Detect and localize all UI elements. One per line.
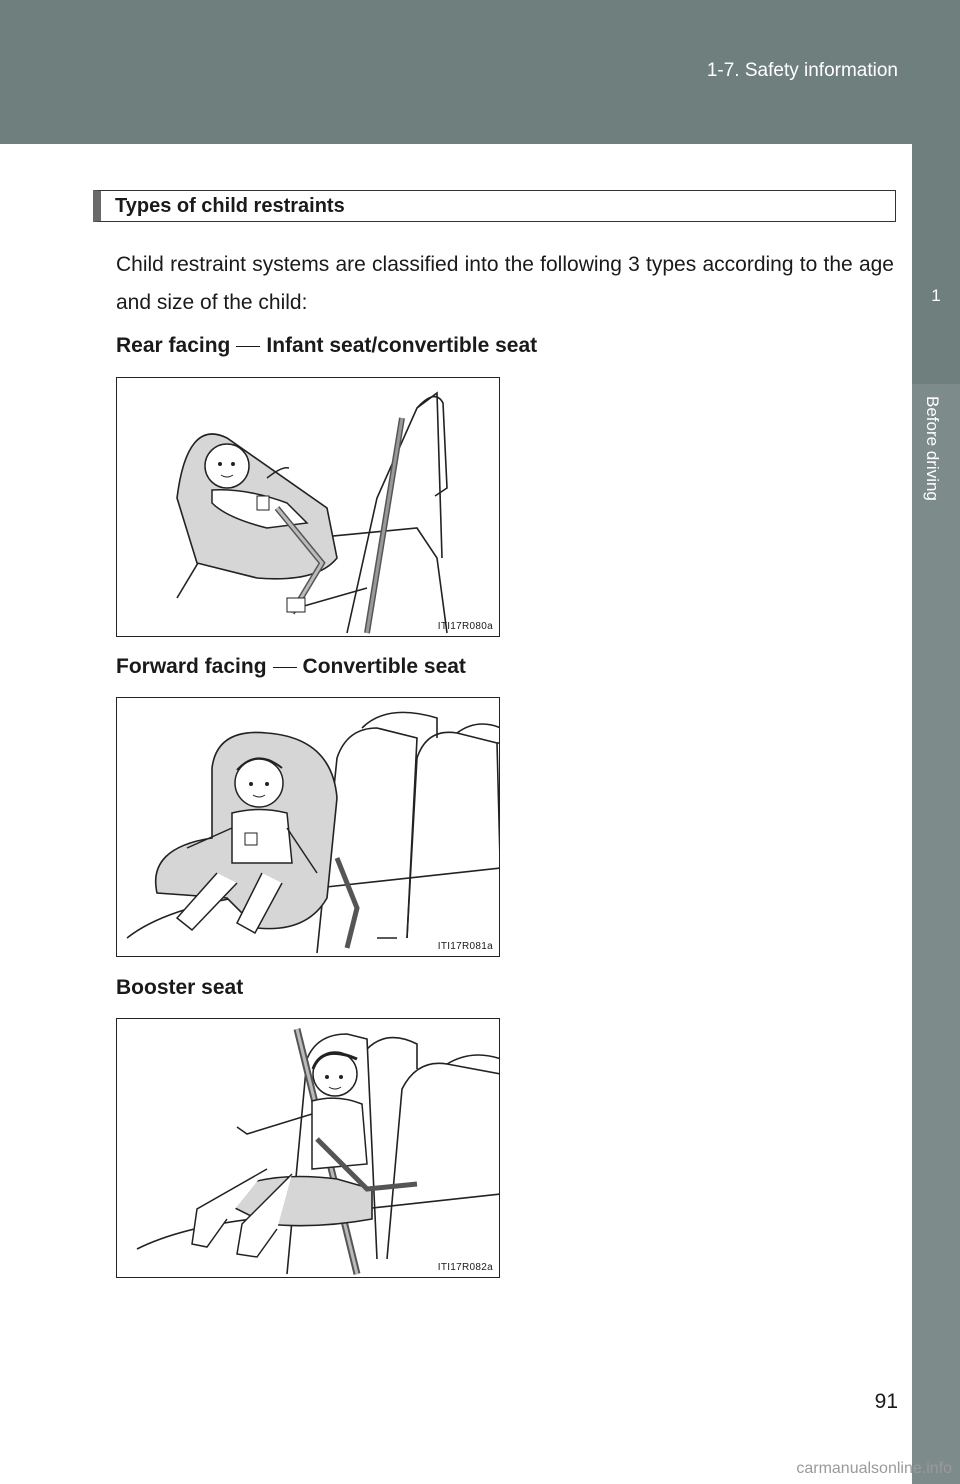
dash-icon <box>236 346 260 347</box>
forward-facing-illustration <box>116 697 500 957</box>
booster-seat-illustration <box>116 1018 500 1278</box>
watermark: carmanualsonline.info <box>796 1460 952 1477</box>
heading-left: Booster seat <box>116 976 244 999</box>
forward-facing-heading <box>116 655 466 679</box>
heading-left: Forward facing <box>116 655 267 678</box>
section-header: 1-7. Safety information <box>706 60 898 81</box>
heading-right: Infant seat/convertible seat <box>266 334 538 357</box>
figure-code: ITI17R082a <box>437 1262 493 1273</box>
booster-seat-drawing <box>117 1019 500 1278</box>
dash-icon <box>273 667 297 668</box>
chapter-tab <box>912 144 960 384</box>
intro-paragraph: Child restraint systems are classified into the following 3 types according to the age and size of the child: <box>116 253 894 314</box>
heading-left: Rear facing <box>116 334 231 357</box>
page-number: 91 <box>874 1390 898 1413</box>
infant-seat-drawing <box>117 378 500 637</box>
section-title: Types of child restraints <box>115 195 345 217</box>
chapter-tab-lower <box>912 384 960 1484</box>
figure-code: ITI17R080a <box>437 621 493 632</box>
heading-right: Convertible seat <box>302 655 466 678</box>
chapter-number: 1 <box>931 286 941 305</box>
figure-code: ITI17R081a <box>437 941 493 952</box>
section-title-box <box>93 190 896 222</box>
rear-facing-illustration <box>116 377 500 637</box>
booster-seat-heading <box>116 976 243 1000</box>
convertible-seat-drawing <box>117 698 500 957</box>
chapter-name: Before driving <box>923 396 942 501</box>
rear-facing-heading <box>116 334 537 358</box>
